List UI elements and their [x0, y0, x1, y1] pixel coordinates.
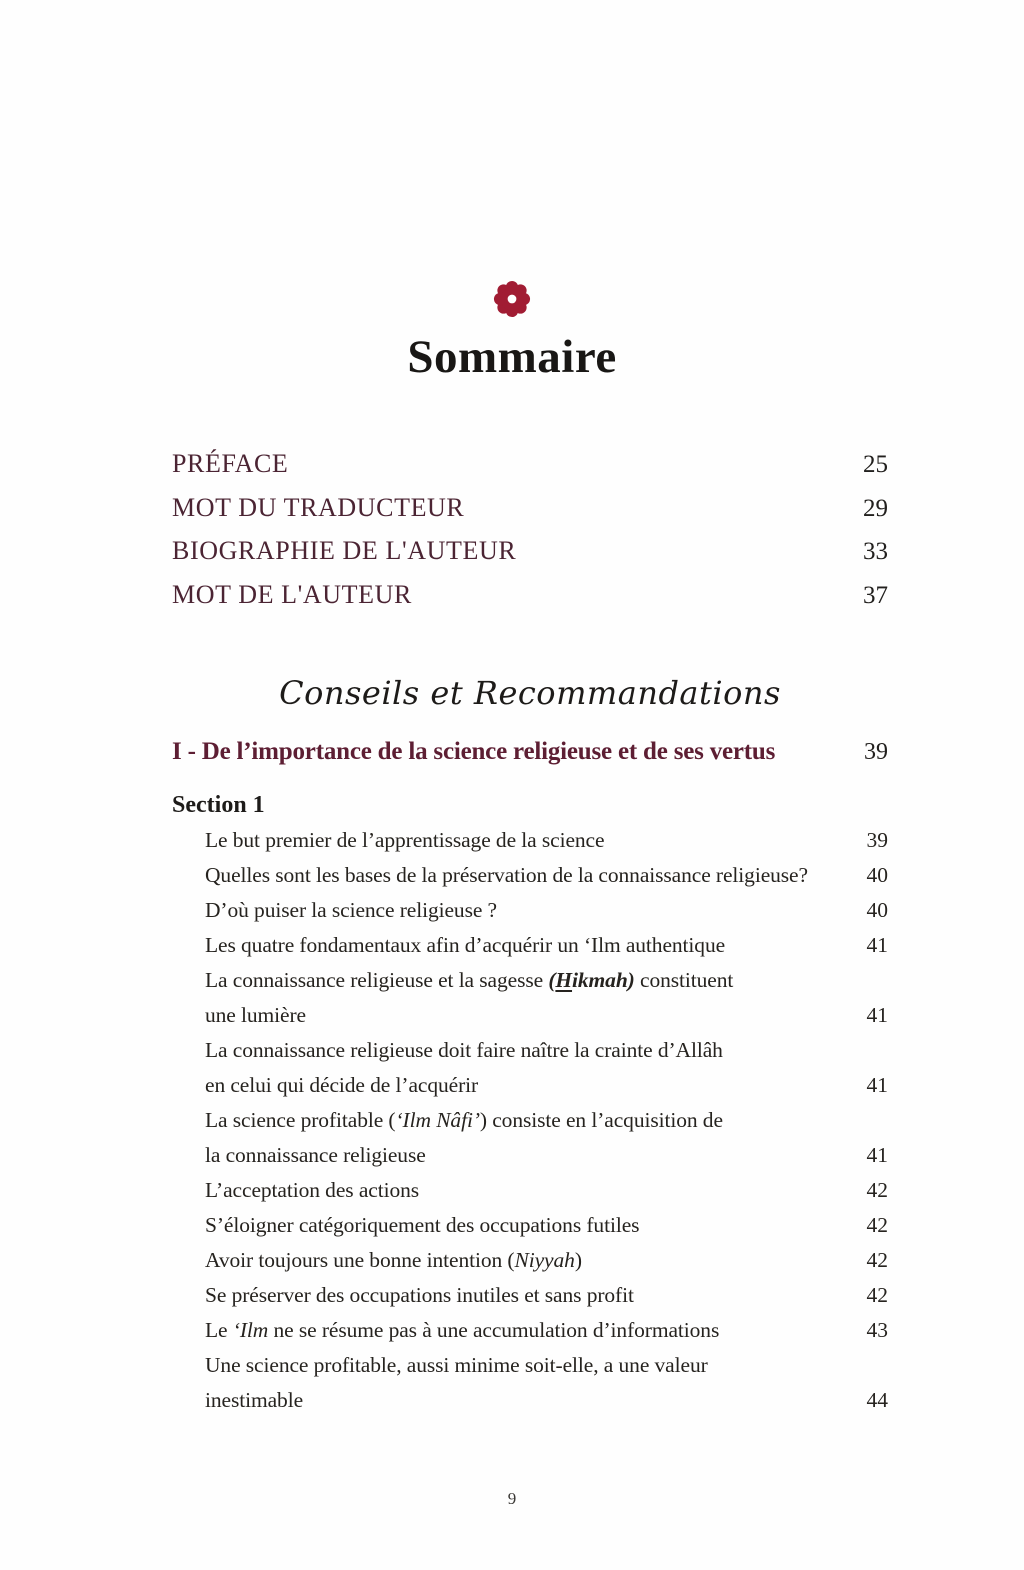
toc-entry-text [205, 1143, 426, 1168]
toc-entry-line [172, 968, 888, 1003]
entry-text-segment: Quelles sont les bases de la préservation de la connaissance religieuse? [205, 863, 808, 887]
front-matter-page-number: 37 [863, 581, 888, 609]
entry-text-segment: La connaissance religieuse doit faire naître la crainte d’Allâh [205, 1038, 723, 1062]
toc-entry-line [172, 828, 888, 863]
entry-text-segment: Le but premier de l’apprentissage de la science [205, 828, 605, 852]
entry-text-segment: Les quatre fondamentaux afin d’acquérir un ‘Ilm authentique [205, 933, 726, 957]
entry-text-segment: ) [574, 1248, 582, 1272]
entry-text-segment: la connaissance religieuse [205, 1143, 426, 1167]
toc-entry-line [172, 1283, 888, 1318]
toc-entry-text [205, 1073, 478, 1098]
entry-text-segment: La science profitable ( [205, 1108, 396, 1132]
toc-entry-page-number: 42 [866, 1213, 888, 1237]
entry-text-segment: D’où puiser la science religieuse ? [205, 898, 497, 922]
toc-entry-line [172, 1108, 888, 1143]
entry-text-segment: ) consiste en l’acquisition de [479, 1108, 723, 1132]
front-matter-label: MOT DE L'AUTEUR [172, 579, 412, 609]
toc-entry-text [205, 1388, 303, 1413]
entry-text-segment: une lumière [205, 1003, 306, 1027]
toc-entry-text [205, 863, 808, 888]
entry-text-segment: Se préserver des occupations inutiles et sans profit [205, 1283, 634, 1307]
front-matter-row [172, 536, 888, 580]
chapter-heading-label: I - De l’importance de la science religieuse et de ses vertus [172, 738, 776, 765]
toc-entry-line [172, 1143, 888, 1178]
front-matter-label: BIOGRAPHIE DE L'AUTEUR [172, 536, 517, 565]
toc-entry-text [205, 1318, 719, 1343]
toc-entry-page-number: 40 [866, 863, 888, 887]
toc-entry-line [172, 933, 888, 968]
toc-entry-page-number: 42 [866, 1178, 888, 1202]
chapter-page-number: 39 [864, 739, 888, 765]
toc-entry-page-number: 41 [866, 1143, 888, 1167]
toc-entry-line [172, 1213, 888, 1248]
footer-page-number: 9 [507, 1489, 517, 1508]
front-matter-row [172, 449, 888, 493]
entry-text-segment: en celui qui décide de l’acquérir [205, 1073, 479, 1097]
toc-entry-text [205, 1038, 723, 1063]
toc-entry-text [205, 1353, 708, 1378]
entry-text-segment: H [555, 968, 573, 992]
toc-entry-line [172, 898, 888, 933]
flower-ornament-icon [0, 279, 1024, 319]
front-matter-row [172, 493, 888, 537]
entry-text-segment: Le [205, 1318, 233, 1342]
entry-text-segment: L’acceptation des actions [205, 1178, 420, 1202]
toc-entry-text [205, 968, 733, 993]
toc-entry-page-number: 44 [866, 1388, 888, 1412]
toc-entry-page-number: 40 [866, 898, 888, 922]
front-matter-page-number: 29 [863, 494, 888, 522]
part-title: Conseils et Recommandations [279, 674, 781, 712]
entry-text-segment: Avoir toujours une bonne intention ( [205, 1248, 515, 1272]
section-label: Section 1 [172, 792, 265, 818]
front-matter-label: MOT DU TRADUCTEUR [172, 492, 465, 522]
entry-text-segment: ne se résume pas à une accumulation d’informations [268, 1318, 720, 1342]
toc-entry-line [172, 1073, 888, 1108]
chapter-heading-row [172, 738, 888, 766]
front-matter-list [172, 449, 888, 623]
toc-entry-line [172, 1318, 888, 1353]
toc-entry-line [172, 1178, 888, 1213]
toc-entry-text [205, 898, 497, 923]
toc-entry-text [205, 1178, 419, 1203]
toc-entry-text [205, 828, 604, 853]
front-matter-row [172, 580, 888, 624]
entry-text-segment: Une science profitable, aussi minime soit-elle, a une valeur [205, 1353, 708, 1377]
toc-entry-page-number: 41 [866, 1073, 888, 1097]
toc-entry-text [205, 933, 725, 958]
toc-entry-line [172, 863, 888, 898]
toc-entry-line [172, 1248, 888, 1283]
toc-entry-line [172, 1388, 888, 1423]
front-matter-page-number: 33 [863, 538, 888, 565]
toc-entry-list [172, 828, 888, 1423]
toc-entry-line [172, 1038, 888, 1073]
toc-entry-page-number: 43 [866, 1318, 888, 1342]
entry-text-segment: ikmah) [572, 968, 635, 992]
toc-entry-text [205, 1003, 306, 1028]
entry-text-segment: S’éloigner catégoriquement des occupations futiles [205, 1213, 640, 1237]
toc-entry-page-number: 41 [866, 1003, 888, 1027]
entry-text-segment: La connaissance religieuse et la sagesse [205, 968, 549, 992]
toc-entry-page-number: 39 [866, 828, 888, 852]
front-matter-label: PRÉFACE [172, 449, 289, 478]
entry-text-segment: inestimable [205, 1388, 304, 1412]
toc-entry-page-number: 42 [866, 1283, 888, 1307]
entry-text-segment: ‘Ilm Nâfi’ [395, 1108, 480, 1132]
toc-entry-text [205, 1248, 582, 1273]
toc-entry-text [205, 1213, 639, 1238]
toc-entry-page-number: 42 [866, 1248, 888, 1272]
toc-entry-text [205, 1108, 723, 1133]
toc-entry-page-number: 41 [866, 933, 888, 957]
entry-text-segment: constituent [634, 968, 734, 992]
entry-text-segment: ‘Ilm [232, 1318, 269, 1342]
toc-entry-line [172, 1353, 888, 1388]
page-title: Sommaire [407, 331, 617, 383]
toc-entry-text [205, 1283, 634, 1308]
entry-text-segment: Niyyah [514, 1248, 575, 1272]
front-matter-page-number: 25 [863, 451, 888, 478]
entry-text-segment: ( [548, 968, 556, 992]
toc-entry-line [172, 1003, 888, 1038]
